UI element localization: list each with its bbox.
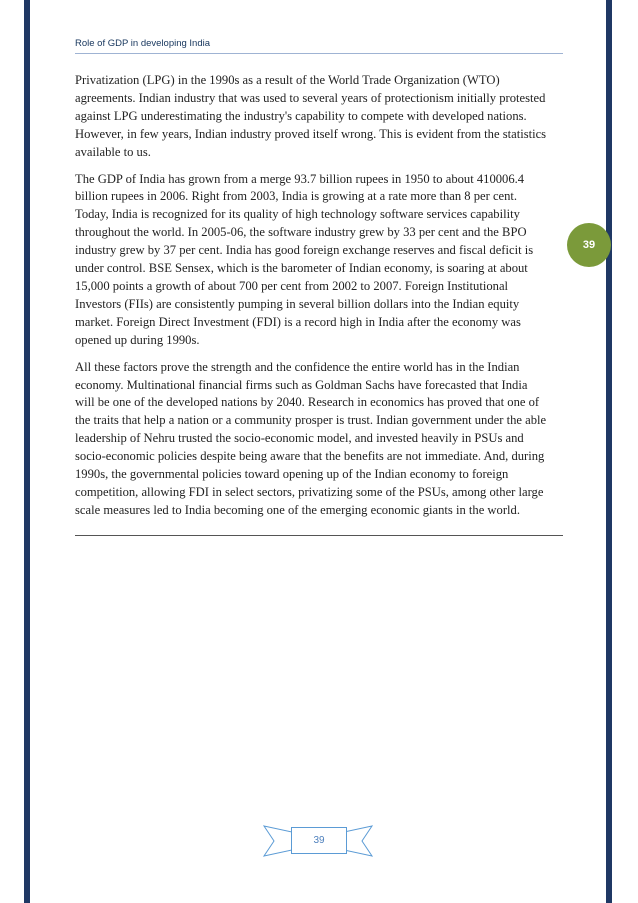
text-line: market. Foreign Direct Investment (FDI) is a record high in India after the economy was: [75, 314, 521, 329]
text-line: the traits that help a nation or a community prosper is trust. Indian government under the able: [75, 413, 547, 428]
footer-page-number-box: [291, 827, 347, 854]
paragraph-3: [75, 359, 565, 520]
paragraph-1: [75, 72, 565, 162]
text-line: Today, India is recognized for its quality of high technology software services capability: [75, 207, 520, 222]
text-line: scale measures led to India becoming one of the emerging economic giants in the world.: [75, 502, 520, 517]
document-body: [75, 72, 565, 529]
text-line: available to us.: [75, 144, 151, 159]
text-line: against LPG underestimating the industry's capability to compete with developed nations.: [75, 108, 527, 123]
side-page-number: 39: [582, 239, 596, 251]
text-line: 1990s, the governmental policies toward opening up of the Indian economy to foreign: [75, 467, 509, 482]
text-line: All these factors prove the strength and the confidence the entire world has in the Indian: [75, 359, 520, 374]
text-line: economy. Multinational financial firms such as Goldman Sachs have forecasted that India: [75, 377, 528, 392]
text-line: will be one of the developed nations by 2040. Research in economics has proved that one of: [75, 395, 540, 410]
running-header-title: Role of GDP in developing India: [75, 38, 211, 49]
text-line: The GDP of India has grown from a merge 93.7 billion rupees in 1950 to about 410006.4: [75, 171, 525, 186]
text-line: competition, allowing FDI in select sectors, privatizing some of the PSUs, among other large: [75, 484, 544, 499]
text-line: throughout the world. In 2005-06, the software industry grew by 33 per cent and the BPO: [75, 225, 527, 240]
paragraph-2: [75, 171, 565, 350]
text-line: leadership of Nehru trusted the socio-economic model, and invested heavily in PSUs and: [75, 431, 524, 446]
side-page-number-badge: [567, 223, 611, 267]
text-line: However, in few years, Indian industry proved itself wrong. This is evident from the statistics: [75, 126, 547, 141]
text-line: 15,000 points a growth of about 700 per cent from 2002 to 2007. Foreign Institutional: [75, 278, 509, 293]
text-line: Privatization (LPG) in the 1990s as a result of the World Trade Organization (WTO): [75, 73, 500, 87]
header-divider: [75, 53, 563, 54]
text-line: Investors (FIIs) are consistently pumping in several billion dollars into the Indian equity: [75, 296, 520, 311]
page-border-left: [24, 0, 30, 903]
text-line: agreements. Indian industry that was used to several years of protectionism initially protested: [75, 90, 546, 105]
text-line: industry grew by 37 per cent. India has good foreign exchange reserves and fiscal deficit is: [75, 243, 534, 258]
text-line: under control. BSE Sensex, which is the barometer of Indian economy, is soaring at about: [75, 261, 528, 276]
page-border-right: [606, 0, 612, 903]
body-end-divider: [75, 535, 563, 536]
text-line: socio-economic policies despite being aware that the benefits are not immediate. And, during: [75, 449, 545, 464]
text-line: opened up during 1990s.: [75, 332, 200, 347]
footer-page-number: 39: [313, 835, 325, 846]
text-line: billion rupees in 2006. Right from 2003, India is growing at a rate more than 8 per cent.: [75, 189, 518, 204]
